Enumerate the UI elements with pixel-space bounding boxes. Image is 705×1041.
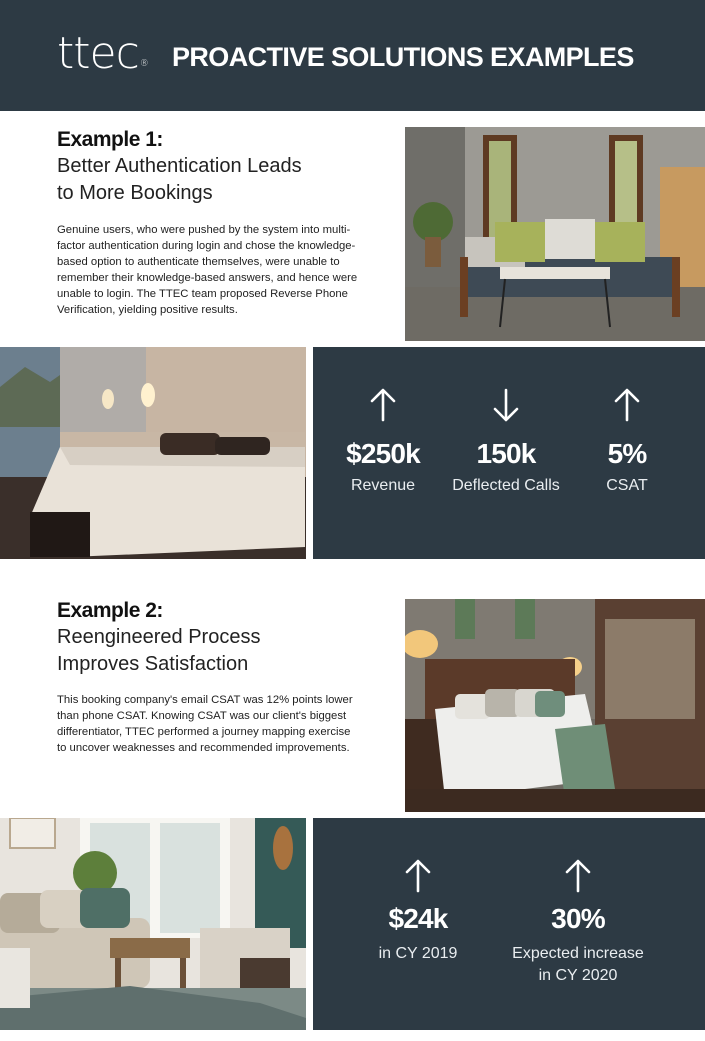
bedroom-photo: [0, 347, 306, 559]
example2-stats-panel: [313, 818, 705, 1030]
stat-label-expected-increase: Expected increase: [512, 945, 644, 962]
stat-value-csat: 5%: [607, 438, 647, 469]
body-line: than phone CSAT. Knowing CSAT was our client's biggest: [57, 710, 347, 722]
example1-body: [57, 222, 397, 318]
body-line: remember their knowledge-based answers, and hence were: [57, 272, 358, 284]
body-line: This booking company's email CSAT was 12% points lower: [57, 694, 353, 706]
example2-heading: Example 2:: [57, 599, 163, 622]
example1-subtitle-line1: Better Authentication Leads: [57, 155, 302, 177]
example2-subtitle-line1: Reengineered Process: [57, 626, 261, 648]
living-room-photo: [405, 127, 705, 341]
arrow-up-icon: [368, 387, 398, 423]
body-line: Genuine users, who were pushed by the system into multi-: [57, 224, 351, 236]
example1-heading: Example 1:: [57, 128, 163, 151]
sofa-living-room-photo: [0, 818, 306, 1030]
stat-value-expected-increase: 30%: [551, 903, 605, 934]
arrow-up-icon: [612, 387, 642, 423]
example1-subtitle-line2: to More Bookings: [57, 182, 213, 204]
stat-label-expected-increase-line2: in CY 2020: [538, 967, 618, 984]
stat-label-revenue: Revenue: [350, 477, 416, 494]
body-line: Verification, yielding positive results.: [57, 304, 238, 316]
stat-value-deflected-calls: 150k: [476, 438, 536, 469]
arrow-up-icon: [563, 858, 593, 894]
body-line: to uncover weaknesses and recommended improvements.: [57, 742, 350, 754]
stat-label-csat: CSAT: [606, 477, 648, 494]
body-line: factor authentication during login and chose the knowledge-: [57, 240, 356, 252]
page-title: PROACTIVE SOLUTIONS EXAMPLES: [172, 42, 634, 72]
stat-value-revenue: $250k: [346, 438, 420, 469]
body-line: differentiator, TTEC performed a journey mapping exercise: [57, 726, 351, 738]
header-bar: [0, 0, 705, 111]
arrow-down-icon: [491, 387, 521, 423]
body-line: based option to authenticate themselves, were unable to: [57, 256, 340, 268]
example2-subtitle-line2: Improves Satisfaction: [57, 653, 249, 675]
example1-stats-panel: [313, 347, 705, 559]
stat-label-cy2019: in CY 2019: [378, 945, 458, 962]
body-line: unable to login. The TTEC team proposed Reverse Phone: [57, 288, 348, 300]
stat-value-cy2019: $24k: [388, 903, 448, 934]
stat-label-deflected-calls: Deflected Calls: [452, 477, 560, 494]
bedroom-with-lamps-photo: [405, 599, 705, 812]
example2-body: [57, 692, 397, 756]
ttec-logo: ttec®: [57, 28, 149, 79]
arrow-up-icon: [403, 858, 433, 894]
